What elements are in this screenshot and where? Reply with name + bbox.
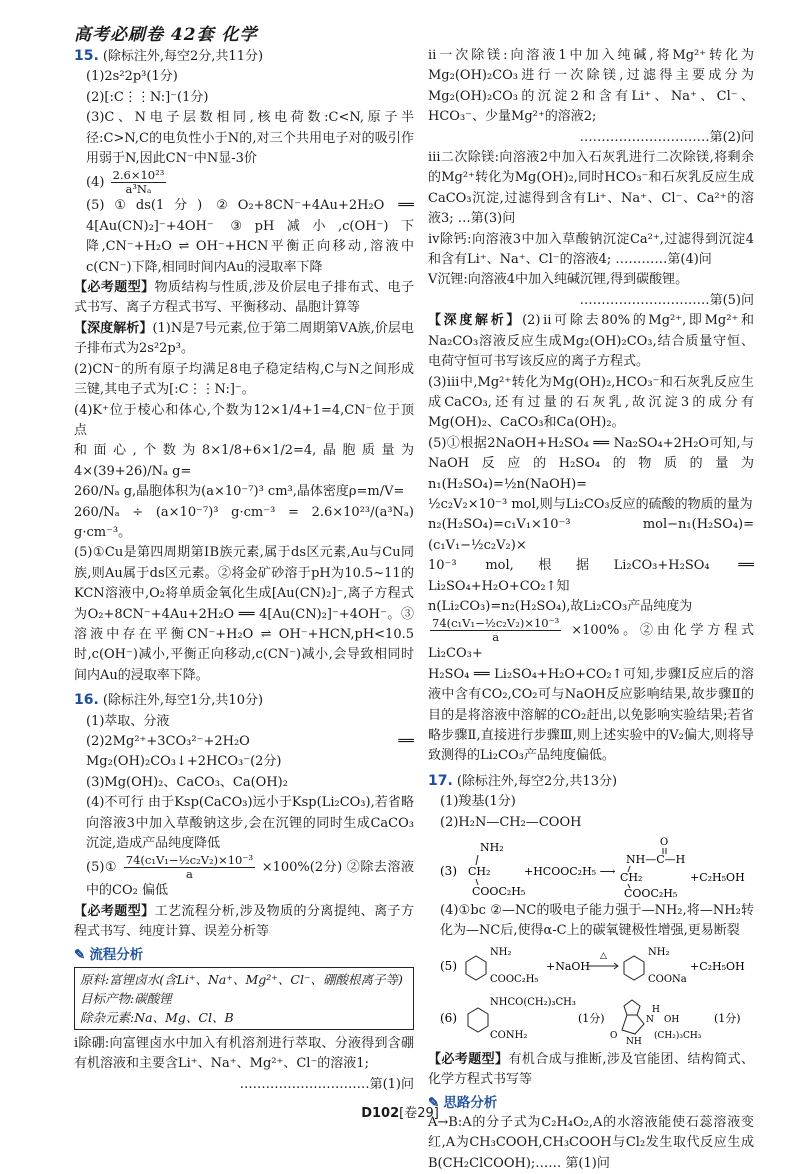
flow-step-4: ⅳ除钙:向溶液3中加入草酸钠沉淀Ca²⁺,过滤得到沉淀4和含有Li⁺、Na⁺、Cl⁻的溶液4; …………第(4)问 bbox=[428, 231, 754, 268]
pen-icon: ✎ bbox=[74, 946, 86, 963]
q16-answer-2: (2)2Mg²⁺+3CO₃²⁻+2H₂O ══ Mg₂(OH)₂CO₃↓+2HCO₃⁻(2分) bbox=[86, 734, 414, 770]
r3-reactant-ester: COOC₂H₅ bbox=[472, 885, 526, 899]
q16-heading bbox=[74, 690, 414, 711]
q15-deep-1: 【深度解析】(1)N是7号元素,位于第二周期第ⅤA族,价层电子排布式为2s²2p³。 bbox=[74, 320, 414, 357]
q16-deep-5d: 10⁻³ mol,根据Li₂CO₃+H₂SO₄ ══ Li₂SO₄+H₂O+CO₂↑知 bbox=[428, 558, 754, 594]
r3-product-ch2: CH₂ bbox=[620, 871, 643, 885]
q16-type: 【必考题型】工艺流程分析,涉及物质的分离提纯、离子方程式书写、纯度计算、误差分析等 bbox=[74, 903, 414, 940]
flow-step-1: ⅰ除硼:向富锂卤水中加入有机溶剂进行萃取、分液得到含硼有机溶液和主要含Li⁺、Na⁺、Mg²⁺、Cl⁻的溶液1; bbox=[74, 1036, 414, 1072]
q15-intro: (除标注外,每空2分,共11分) bbox=[102, 49, 264, 64]
q15-deep-4d: 260/Nₐ ÷ (a×10⁻⁷)³ g·cm⁻³ = 2.6×10²³/(a³Nₐ) g·cm⁻³。 bbox=[74, 504, 414, 540]
q17-answer-3-label: (3) bbox=[440, 864, 457, 879]
flow-step-3: ⅲ二次除镁:向溶液2中加入石灰乳进行二次除镁,将剩余的Mg²⁺转化为Mg(OH)₂,同时HCO₃⁻和石灰乳反应生成CaCO₃沉淀,过滤得到含有Li⁺、Na⁺、Cl⁻、Ca²⁺的溶液3; …第(3)问 bbox=[428, 150, 754, 227]
r3-reagent: +HCOOC₂H₅ ⟶ bbox=[524, 865, 616, 879]
right-column bbox=[428, 46, 754, 1174]
q16-deep-5g: H₂SO₄ ══ Li₂SO₄+H₂O+CO₂↑可知,步骤Ⅰ反应后的溶液中含有CO₂,CO₂可与NaOH反应影响结果,故步骤Ⅱ的目的是将溶液中溶解的CO₂赶出,以免影响实验结果;若省略步骤Ⅱ,直接进行步骤Ⅲ,则上述实验中的V₂偏大,则将导致测得的Li₂CO₃产品纯度偏低。 bbox=[428, 666, 754, 764]
q17-answer-5-label: (5) bbox=[440, 958, 457, 973]
q17-answer-3-equation bbox=[428, 835, 754, 899]
flow-step-2-ref: …………………………第(2)问 bbox=[579, 129, 754, 145]
page-header: 高考必刷卷 42套 化学 bbox=[74, 25, 258, 45]
q15-deep-4a: (4)K⁺位于棱心和体心,个数为12×1/4+1=4,CN⁻位于顶点 bbox=[74, 402, 414, 438]
left-column bbox=[74, 46, 414, 1095]
q17-answer-1: (1)羧基(1分) bbox=[440, 794, 516, 810]
q15-deep-5: (5)①Cu是第四周期第ⅠB族元素,属于ds区元素,Au与Cu同族,则Au属于ds区元素。②将金矿砂溶于pH为10.5~11的KCN溶液中,O₂将单质金氧化生成[Au(CN)₂]⁻,离子方程式为O₂+8CN⁻+4Au+2H₂O ══ 4[Au(CN)₂]⁻+4OH⁻。③溶液中存在平衡CN⁻+H₂O ⇌ OH⁻+HCN,pH<10.5时,c(OH⁻)减小,平衡正向移动,c(CN⁻)减小,会导致相同时间内Au的浸取率下降。 bbox=[74, 545, 414, 683]
q16-deep-5e: n(Li₂CO₃)=n₂(H₂SO₄),故Li₂CO₃产品纯度为 bbox=[428, 598, 693, 614]
r6-struct1-score: (1分) bbox=[578, 1011, 605, 1025]
r3-reactant-nh2: NH₂ bbox=[480, 841, 504, 855]
q16-answer-5: (5)① $\frac{\text{74(c₁V₁−½c₂V₂)×10⁻³}}{a}$ ×100%(2分) ②除去溶液中的CO₂ 偏低 bbox=[86, 853, 414, 899]
r5-reagent: +NaOH bbox=[546, 959, 591, 973]
r6-struct1-carboxamide: CONH₂ bbox=[490, 1029, 528, 1041]
q16-number: 16. bbox=[74, 692, 99, 709]
q16-answer-4: (4)不可行 由于Ksp(CaCO₃)远小于Ksp(Li₂CO₃),若省略向溶液3中加入草酸钠这步,会在沉锂的同时生成CaCO₃沉淀,造成产品纯度降低 bbox=[86, 795, 414, 852]
r6-struct1-ring bbox=[468, 1008, 488, 1032]
q15-answer-2: (2)[:C⋮⋮N:]⁻(1分) bbox=[86, 89, 209, 105]
r6-struct2-oh: OH bbox=[664, 1014, 680, 1025]
q15-deep-4b: 和面心,个数为8×1/8+6×1/2=4,晶胞质量为4×(39+26)/Nₐ g= bbox=[74, 443, 414, 479]
r5-heat-mark: △ bbox=[600, 950, 607, 961]
q17-number: 17. bbox=[428, 772, 453, 789]
q15-answer-4: (4) $\frac{\text{2.6×10²³}}{\text{a³Nₐ}}$ bbox=[86, 168, 165, 197]
r3-product-o: O bbox=[660, 837, 669, 849]
r5-byproduct: +C₂H₅OH bbox=[690, 959, 745, 973]
think-analysis-heading: ✎ 思路分析 bbox=[428, 1093, 754, 1113]
q16-deep-2: 【深度解析】(2)ⅱ可除去80%的Mg²⁺,即Mg²⁺和Na₂CO₃溶液反应生成Mg₂(OH)₂CO₃,结合质量守恒、电荷守恒可书写该反应的离子方程式。 bbox=[428, 313, 754, 370]
q15-deep-2: (2)CN⁻的所有原子均满足8电子稳定结构,C与N之间形成三键,其电子式为[:C⋮⋮N:]⁻。 bbox=[74, 361, 414, 398]
r6-struct2-cyclopentane bbox=[624, 1000, 640, 1015]
flow-step-5-ref: …………………………第(5)问 bbox=[579, 292, 754, 308]
flow-analysis-heading: ✎ 流程分析 bbox=[74, 945, 414, 965]
q16-deep-5c: n₂(H₂SO₄)=c₁V₁×10⁻³ mol−n₁(H₂SO₄)=(c₁V₁−½c₂V₂)× bbox=[428, 517, 754, 553]
flow-step-2: ⅱ一次除镁:向溶液1中加入纯碱,将Mg²⁺转化为Mg₂(OH)₂CO₃进行一次除镁,过滤得主要成分为Mg₂(OH)₂CO₃的沉淀2和含有Li⁺、Na⁺、Cl⁻、HCO₃⁻、少量Mg²⁺的溶液2; bbox=[428, 48, 754, 125]
r6-struct1-amide: NHCO(CH₂)₃CH₃ bbox=[490, 996, 576, 1008]
q17-answer-6-structures bbox=[428, 992, 754, 1048]
pen-icon: ✎ bbox=[428, 1094, 440, 1111]
r5-product-carboxylate: COONa bbox=[648, 973, 687, 985]
q15-answer-1: (1)2s²2p³(1分) bbox=[86, 69, 178, 85]
q16-deep-5f-fraction: $\frac{\text{74(c₁V₁−½c₂V₂)×10⁻³}}{a}$ bbox=[432, 616, 560, 645]
flow-impurity-elements: 除杂元素:Na、Mg、Cl、B bbox=[80, 1010, 234, 1026]
q17-answer-2: (2)H₂N—CH₂—COOH bbox=[440, 814, 582, 830]
r5-reactant-nh2: NH₂ bbox=[490, 946, 512, 958]
page-footer bbox=[0, 1102, 800, 1121]
flow-step-5: Ⅴ沉锂:向溶液4中加入纯碱沉锂,得到碳酸锂。 bbox=[428, 272, 689, 288]
r3-product-amide: NH—C—H bbox=[626, 853, 686, 867]
q16-deep-3: (3)ⅲ中,Mg²⁺转化为Mg(OH)₂,HCO₃⁻和石灰乳反应生成CaCO₃,还有过量的石灰乳,故沉淀3的成分有Mg(OH)₂、CaCO₃和Ca(OH)₂。 bbox=[428, 374, 754, 431]
q15-type: 【必考题型】物质结构与性质,涉及价层电子排布式、电子式书写、离子方程式书写、平衡移动、晶胞计算等 bbox=[74, 280, 414, 316]
q17-intro: (除标注外,每空2分,共13分) bbox=[456, 773, 618, 789]
r3-reactant-bond-1 bbox=[476, 855, 478, 865]
r5-reactant-ring bbox=[466, 956, 486, 980]
r3-byproduct: +C₂H₅OH bbox=[690, 871, 745, 885]
q17-answer-5-equation bbox=[428, 944, 754, 990]
q16-answer-5-fraction: $\frac{\text{74(c₁V₁−½c₂V₂)×10⁻³}}{a}$ bbox=[125, 853, 254, 882]
flow-step-1-ref: …………………………第(1)问 bbox=[239, 1076, 414, 1092]
flow-summary-box bbox=[74, 967, 414, 1030]
q15-heading bbox=[74, 46, 414, 67]
flow-target-product: 目标产物:碳酸锂 bbox=[80, 991, 172, 1007]
r6-struct2-butyl: (CH₂)₃CH₃ bbox=[654, 1030, 702, 1041]
q17-answer-6-label: (6) bbox=[440, 1010, 457, 1025]
q16-deep-5b: ½c₂V₂×10⁻³ mol,则与Li₂CO₃反应的硫酸的物质的量为 bbox=[428, 496, 753, 512]
flow-raw-material: 原料:富锂卤水(含Li⁺、Na⁺、Mg²⁺、Cl⁻、硼酸根离子等) bbox=[80, 972, 403, 988]
r6-struct2-nh: NH bbox=[626, 1036, 642, 1047]
r6-struct2-o: O bbox=[610, 1030, 618, 1041]
q15-deep-4c: 260/Nₐ g,晶胞体积为(a×10⁻⁷)³ cm³,晶体密度ρ=m/V= bbox=[74, 484, 405, 500]
q15-answer-4-fraction: $\frac{\text{2.6×10²³}}{\text{a³Nₐ}}$ bbox=[112, 168, 165, 197]
r6-struct2-n: N bbox=[646, 1014, 654, 1025]
q16-intro: (除标注外,每空1分,共10分) bbox=[102, 693, 264, 709]
q15-number: 15. bbox=[74, 48, 99, 64]
think-analysis-text: A→B:A的分子式为C₂H₄O₂,A的水溶液能使石蕊溶液变红,A为CH₃COOH,CH₃COOH与Cl₂发生取代反应生成B(CH₂ClCOOH);…… 第(1)问 bbox=[428, 1115, 754, 1171]
r3-reactant-ch2: CH₂ bbox=[468, 865, 491, 879]
r6-struct2-ring bbox=[622, 1015, 644, 1034]
q17-type: 【必考题型】有机合成与推断,涉及官能团、结构简式、化学方程式书写等 bbox=[428, 1051, 754, 1088]
q15-answer-3: (3)C、N电子层数相同,核电荷数:C<N,原子半径:C>N,C的电负性小于N的,对三个共用电子对的吸引作用弱于N,因此CN⁻中N显-3价 bbox=[86, 110, 414, 167]
q16-deep-5f: $\frac{\text{74(c₁V₁−½c₂V₂)×10⁻³}}{a}$ ×100%。②由化学方程式Li₂CO₃+ bbox=[428, 616, 754, 662]
r3-product-ester: COOC₂H₅ bbox=[624, 887, 678, 900]
r5-product-ring bbox=[624, 956, 644, 980]
q17-heading bbox=[428, 771, 754, 792]
q16-deep-5a: (5)①根据2NaOH+H₂SO₄ ══ Na₂SO₄+2H₂O可知,与NaOH反应的H₂SO₄的物质的量为n₁(H₂SO₄)=½n(NaOH)= bbox=[428, 435, 754, 492]
page-number: D102 bbox=[361, 1106, 400, 1121]
r6-struct2-score: (1分) bbox=[714, 1011, 741, 1025]
q15-answer-5: (5)①ds(1分) ②O₂+8CN⁻+4Au+2H₂O ══ 4[Au(CN)₂]⁻+4OH⁻ ③pH减小,c(OH⁻)下降,CN⁻+H₂O ⇌ OH⁻+HCN平衡正向移动,溶液中c(CN⁻)下降,相同时间内Au的浸取率下降 bbox=[86, 198, 414, 275]
q16-answer-3: (3)Mg(OH)₂、CaCO₃、Ca(OH)₂ bbox=[86, 774, 288, 790]
q16-answer-1: (1)萃取、分液 bbox=[86, 713, 170, 729]
r5-product-nh2: NH₂ bbox=[648, 946, 670, 958]
r6-struct2-h: H bbox=[652, 1004, 660, 1015]
q17-answer-4: (4)①bc ②—NC的吸电子能力强于—NH₂,将—NH₂转化为—NC后,使得α-C上的碳氧键极性增强,更易断裂 bbox=[440, 903, 754, 939]
r5-reactant-ester: COOC₂H₅ bbox=[490, 973, 539, 985]
volume-number: [卷29] bbox=[399, 1106, 439, 1121]
